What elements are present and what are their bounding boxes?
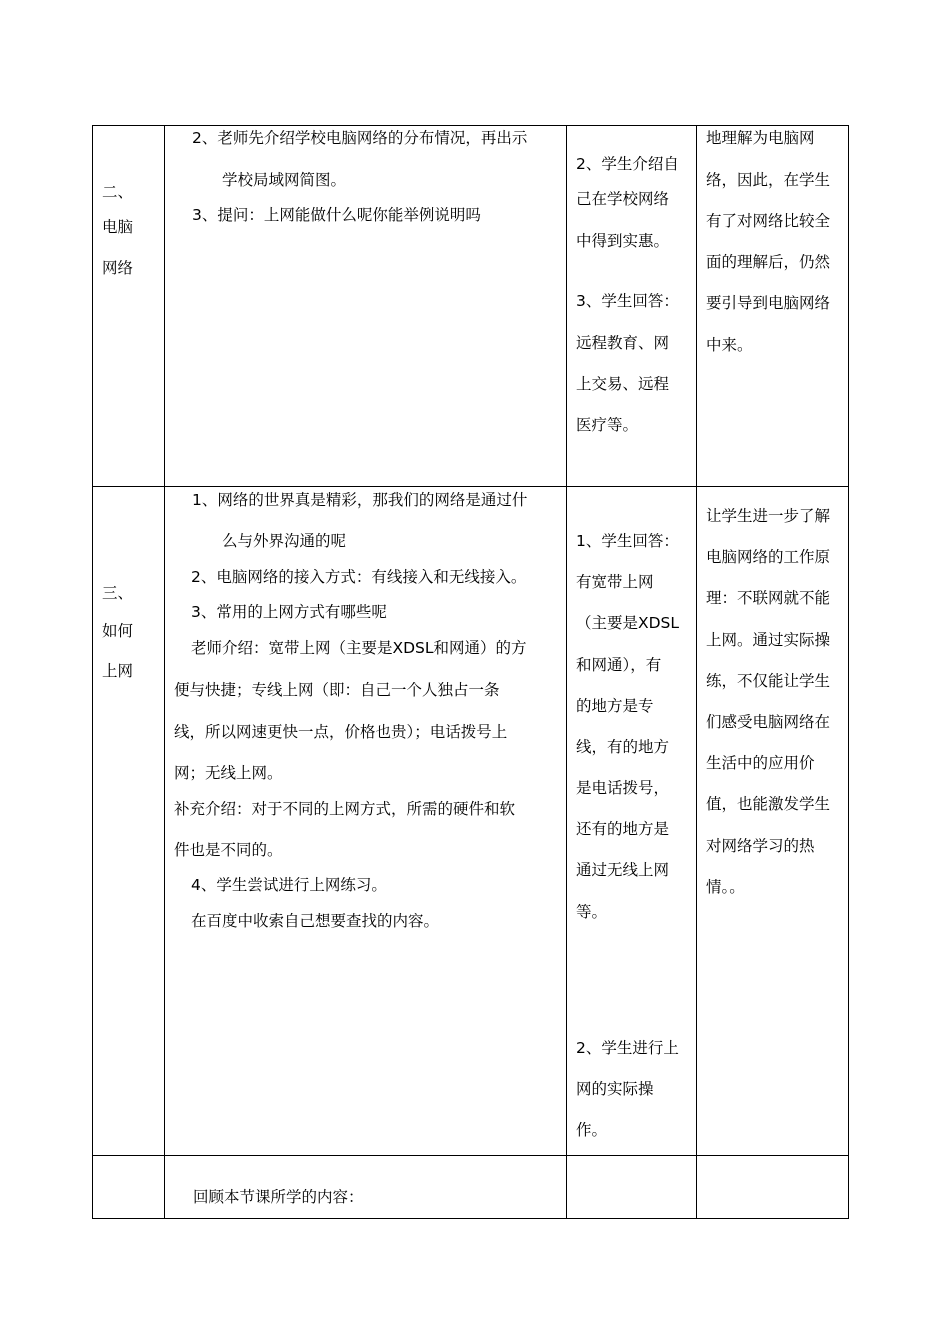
teacher-line: 件也是不同的。 [174, 841, 283, 859]
design-intent-cell [697, 1156, 849, 1219]
intent-line: 面的理解后，仍然 [706, 253, 831, 271]
stage-label-line: 网络 [102, 259, 134, 277]
stage-cell [93, 126, 165, 487]
intent-line: 要引导到电脑网络 [706, 294, 831, 312]
student-line: 2、学生进行上 [576, 1039, 679, 1057]
student-line: 有宽带上网 [576, 573, 654, 591]
teacher-line: 2、电脑网络的接入方式：有线接入和无线接入。 [191, 568, 527, 586]
intent-line: 中来。 [706, 336, 753, 354]
student-line: 是电话拨号， [576, 779, 670, 797]
teacher-line: 么与外界沟通的呢 [222, 532, 347, 550]
teacher-line: 网；无线上网。 [174, 764, 283, 782]
stage-label-line: 三、 [102, 584, 134, 602]
teacher-line: 在百度中收索自己想要查找的内容。 [191, 912, 440, 930]
teacher-activity-cell [165, 487, 567, 1156]
lesson-plan-table [92, 125, 849, 1219]
teacher-line: 线，所以网速更快一点，价格也贵）；电话拨号上 [174, 723, 508, 741]
teacher-line: 1、网络的世界真是精彩，那我们的网络是通过什 [192, 491, 528, 509]
intent-line: 理：不联网就不能 [706, 589, 831, 607]
student-line: 中得到实惠。 [576, 232, 670, 250]
teacher-activity-cell [165, 1156, 567, 1219]
teacher-line: 便与快捷；专线上网（即：自己一个人独占一条 [174, 681, 500, 699]
stage-label-line: 二、 [102, 183, 134, 201]
student-line: 3、学生回答： [576, 292, 679, 310]
student-activity-cell [567, 487, 697, 1156]
teacher-line: 3、提问：上网能做什么呢你能举例说明吗 [192, 206, 481, 224]
intent-line: 情。。 [706, 878, 745, 896]
teacher-line: 补充介绍：对于不同的上网方式，所需的硬件和软 [174, 800, 516, 818]
student-line: 的地方是专 [576, 697, 654, 715]
student-line: 远程教育、网 [576, 334, 670, 352]
table-row [93, 126, 849, 487]
student-line: 上交易、远程 [576, 375, 670, 393]
student-line: 1、学生回答： [576, 532, 679, 550]
intent-line: 电脑网络的工作原 [706, 548, 831, 566]
student-line: 还有的地方是 [576, 820, 670, 838]
stage-cell [93, 487, 165, 1156]
design-intent-cell [697, 487, 849, 1156]
teacher-line: 回顾本节课所学的内容： [193, 1188, 364, 1206]
student-line: 医疗等。 [576, 416, 639, 434]
intent-line: 练，不仅能让学生 [706, 672, 831, 690]
student-line: （主要是XDSL [576, 614, 680, 632]
student-activity-cell [567, 1156, 697, 1219]
stage-cell [93, 1156, 165, 1219]
student-line: 通过无线上网 [576, 861, 670, 879]
student-activity-cell [567, 126, 697, 487]
teacher-activity-cell [165, 126, 567, 487]
student-line: 等。 [576, 903, 608, 921]
intent-line: 有了对网络比较全 [706, 212, 831, 230]
teacher-line: 2、老师先介绍学校电脑网络的分布情况，再出示 [192, 129, 528, 147]
teacher-line: 3、常用的上网方式有哪些呢 [191, 603, 387, 621]
stage-label-line: 上网 [102, 662, 134, 680]
stage-label-line: 电脑 [102, 218, 134, 236]
student-line: 己在学校网络 [576, 190, 670, 208]
student-line: 和网通），有 [576, 656, 662, 674]
student-line: 网的实际操 [576, 1080, 654, 1098]
intent-line: 上网。通过实际操 [706, 631, 831, 649]
table-row [93, 487, 849, 1156]
teacher-line: 学校局域网简图。 [222, 171, 347, 189]
student-line: 线，有的地方 [576, 738, 670, 756]
table-row [93, 1156, 849, 1219]
intent-line: 值，也能激发学生 [706, 795, 831, 813]
design-intent-cell [697, 126, 849, 487]
intent-line: 络，因此，在学生 [706, 171, 831, 189]
intent-line: 对网络学习的热 [706, 837, 815, 855]
student-line: 作。 [576, 1121, 608, 1139]
stage-label-line: 如何 [102, 622, 134, 640]
intent-line: 们感受电脑网络在 [706, 713, 831, 731]
intent-line: 生活中的应用价 [706, 754, 815, 772]
student-line: 2、学生介绍自 [576, 155, 679, 173]
teacher-line: 老师介绍：宽带上网（主要是XDSL和网通）的方 [191, 639, 527, 657]
intent-line: 让学生进一步了解 [706, 507, 831, 525]
teacher-line: 4、学生尝试进行上网练习。 [191, 876, 387, 894]
intent-line: 地理解为电脑网 [706, 129, 815, 147]
